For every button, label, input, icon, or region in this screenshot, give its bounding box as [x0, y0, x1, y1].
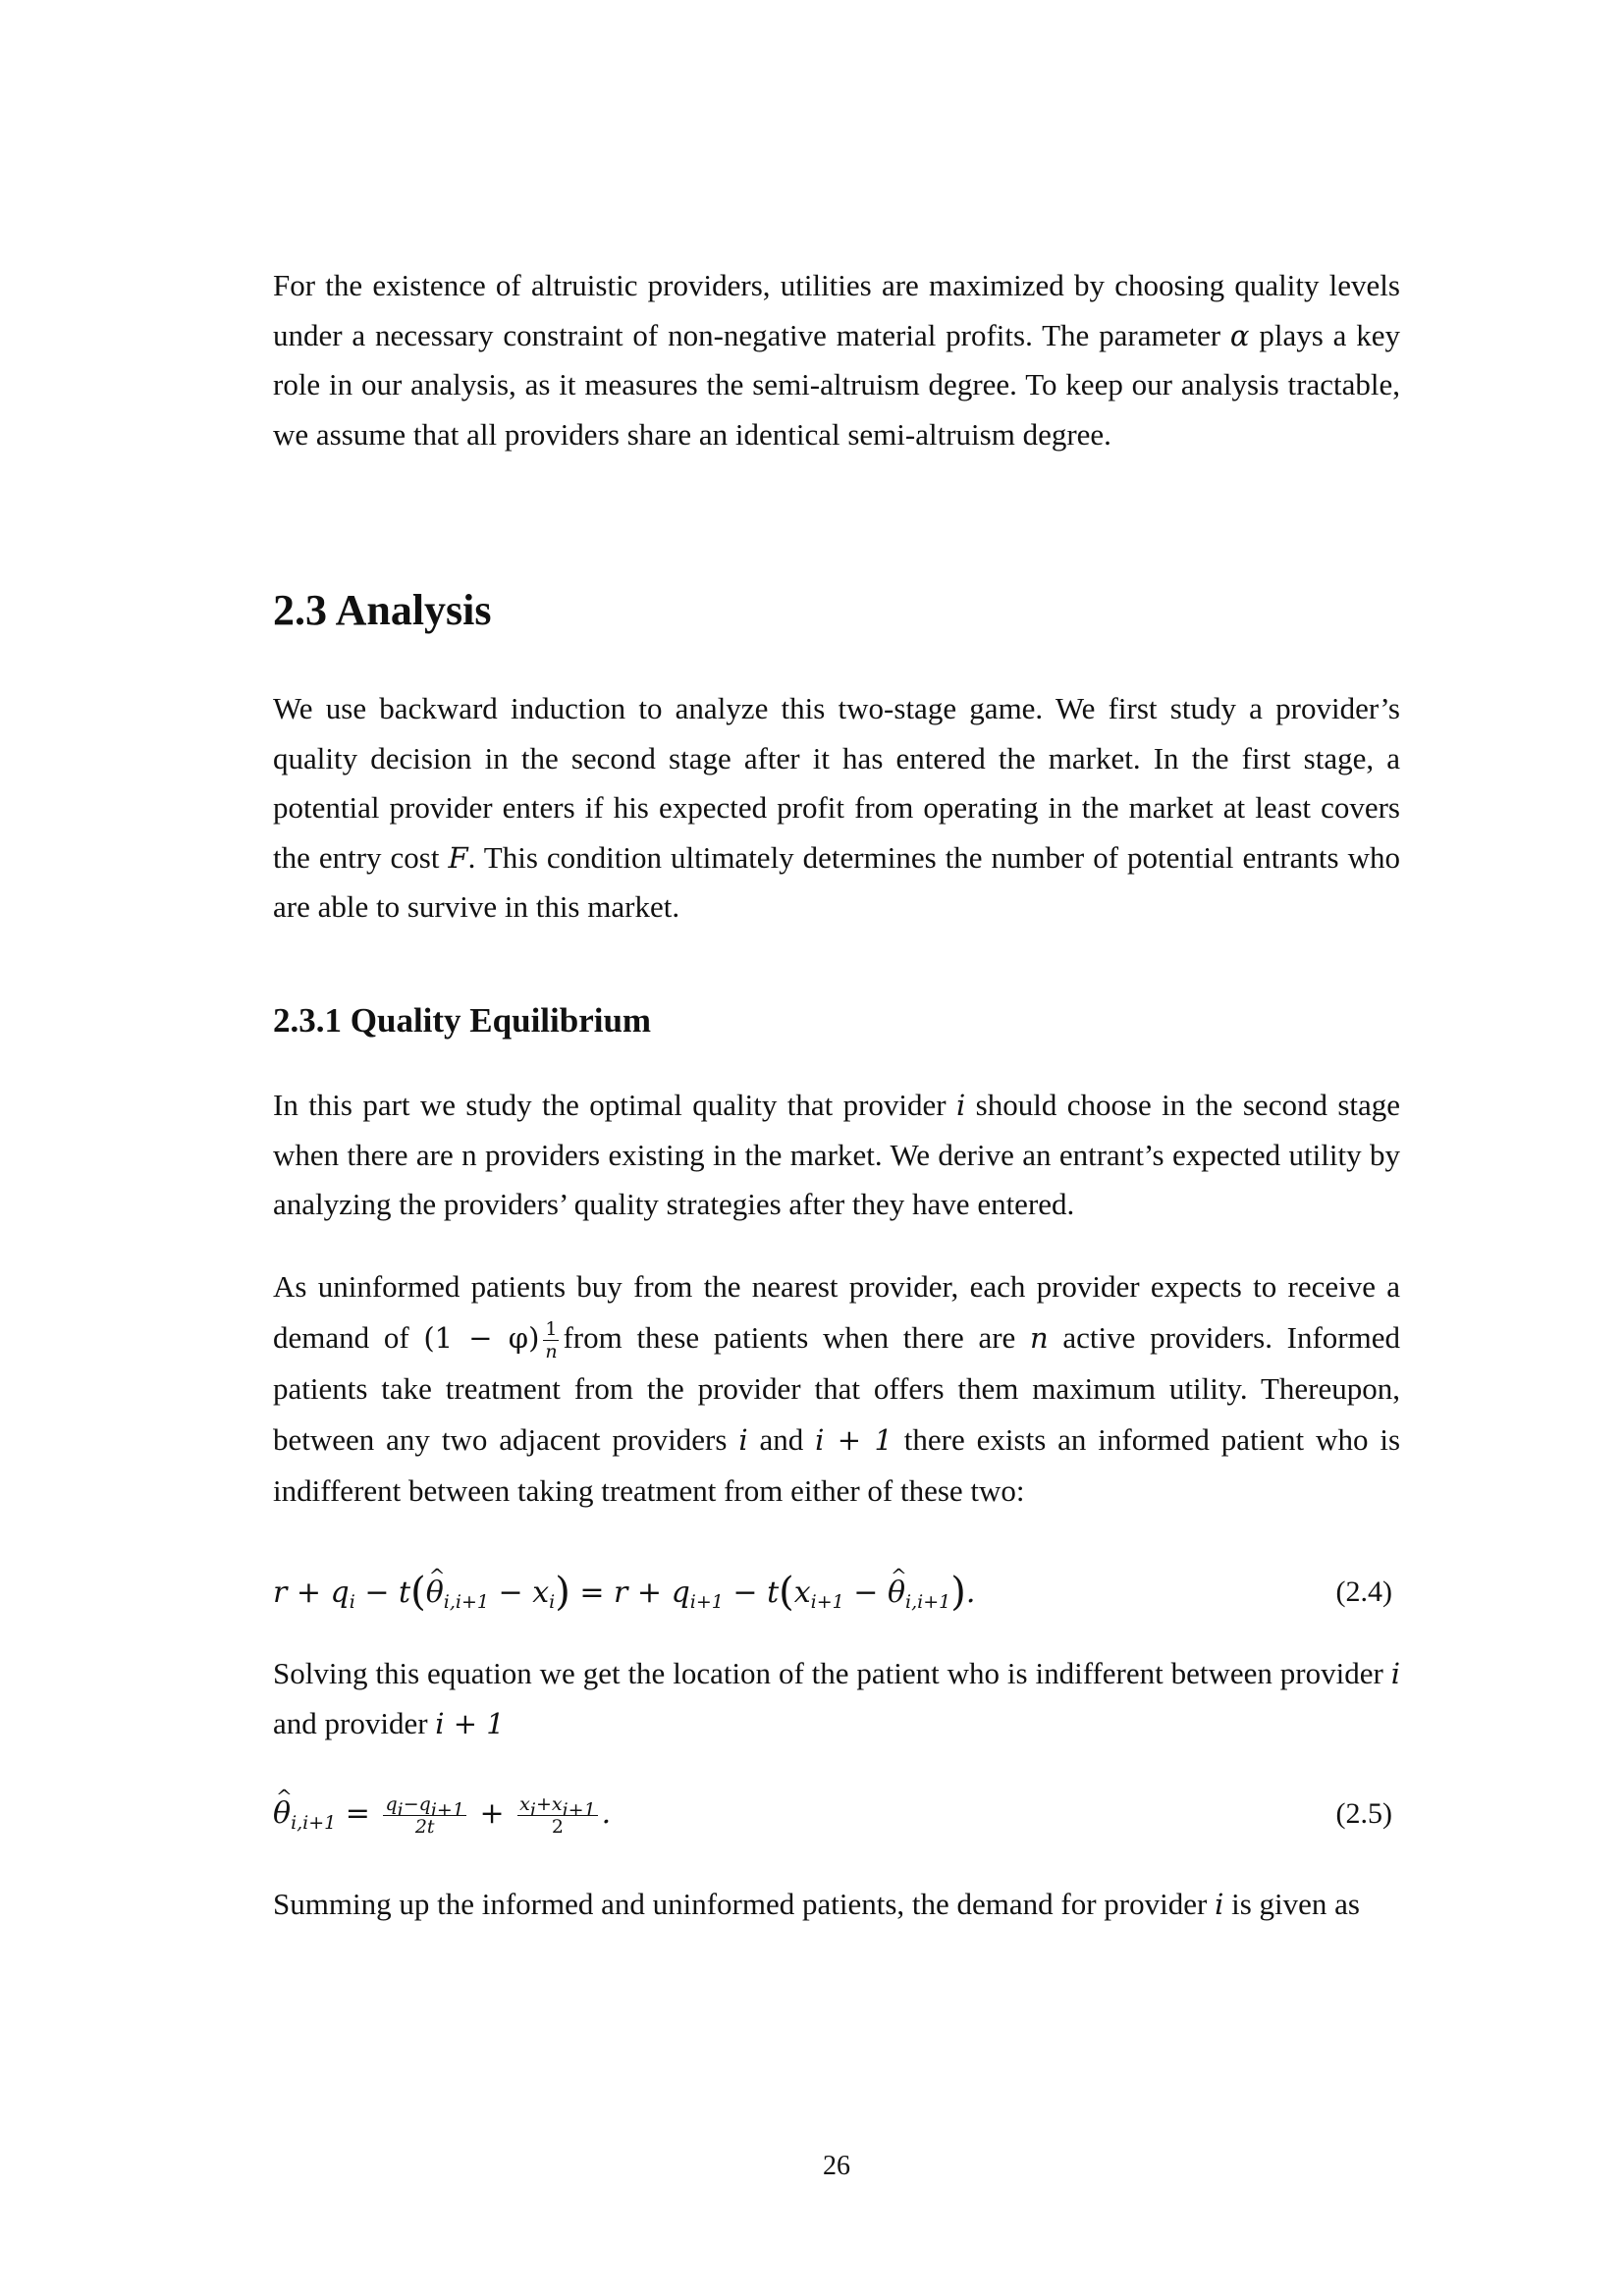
- equation-2-4-expression: $r + q_i$ − t(^ $\theta_{i,i+1} - x_i) = r + q_{i+1} - t(x_{i+1}$ − ^ $\theta_{i,i+1}$).: [273, 1563, 975, 1623]
- paragraph-altruistic-providers: [273, 261, 1400, 459]
- paragraph-uninformed-patients: [273, 1261, 1400, 1517]
- paragraph-text: . This condition ultimately determines the number of potential entrants who are able to survive in this market.: [273, 839, 1400, 924]
- symbol-i: i: [1215, 1888, 1224, 1921]
- paragraph-text: is given as: [1231, 1887, 1360, 1921]
- paragraph-text: We use backward induction to analyze this two-stage game. We first study a provider’s quality decision in the second stage after it has entered the market. In the first stage, a potential provider enters if his expected profit from operating in the market at least covers the entry cost: [273, 691, 1400, 875]
- paragraph-solving-equation: [273, 1649, 1400, 1748]
- symbol-n: n: [1030, 1321, 1049, 1355]
- symbol-i: i: [956, 1089, 966, 1122]
- paragraph-backward-induction: [273, 684, 1400, 933]
- paragraph-text: Solving this equation we get the location of the patient who is indifferent between provider: [273, 1656, 1383, 1690]
- symbol-alpha: α: [1229, 318, 1250, 352]
- symbol-i-plus-1: i + 1: [815, 1423, 893, 1457]
- symbol-i: i: [1390, 1657, 1400, 1690]
- document-page: [273, 0, 1400, 2296]
- symbol-i-plus-1: i + 1: [435, 1706, 505, 1740]
- fraction-location-average: $\frac{x_i+x_{i+1}}{2}$: [519, 1792, 596, 1838]
- fraction-one-over-n: [543, 1318, 559, 1362]
- page-number: 26: [823, 2151, 850, 2181]
- paragraph-text: For the existence of altruistic providers, utilities are maximized by choosing quality levels under a necessary constraint of non-negative material profits. The: [273, 268, 1400, 352]
- paragraph-text: plays a key role in our analysis, as it measures the semi-altruism degree. To keep our analysis tractable, we assume that all providers share an identical semi-altruism degree.: [273, 317, 1400, 452]
- equation-2-5: [273, 1785, 1400, 1843]
- equation-number: (2.5): [1335, 1797, 1392, 1830]
- equation-2-5-expression: ^ $\theta_{i,i+1}$ = $\frac{q_i-q_{i+1}}{2t}$ + $\frac{x_i+x_{i+1}}{2}$ .: [273, 1785, 611, 1843]
- subsection-heading: 2.3.1 Quality Equilibrium: [273, 1001, 652, 1040]
- paragraph-text: there exists an informed patient who is indifferent between taking treatment from either of these two:: [273, 1422, 1401, 1508]
- demand-factor: (1 − φ): [423, 1321, 540, 1355]
- fraction-numerator: 1: [545, 1318, 558, 1341]
- symbol-i: i: [738, 1423, 748, 1457]
- symbol-F: F: [448, 840, 468, 875]
- paragraph-text: from these patients when there are: [563, 1320, 1016, 1355]
- equation-number: (2.4): [1335, 1575, 1392, 1608]
- paragraph-text: and: [759, 1422, 804, 1457]
- section-heading: 2.3 Analysis: [273, 586, 492, 634]
- paragraph-text: and provider: [273, 1705, 428, 1740]
- paragraph-text: In this part we study the optimal quality that provider: [273, 1088, 947, 1122]
- paragraph-text: parameter: [1099, 317, 1221, 352]
- paragraph-text: Summing up the informed and uninformed patients, the demand for provider: [273, 1887, 1208, 1921]
- paragraph-text: active providers. Informed patients take treatment from the provider that offers them maximum utility. Thereupon, between any two adjacent providers: [273, 1320, 1400, 1457]
- fraction-denominator: n: [545, 1341, 558, 1363]
- fraction-quality-difference: $\frac{q_i-q_{i+1}}{2t}$: [385, 1792, 464, 1838]
- paragraph-text: should choose in the second stage when there are n providers existing in the market. We derive an entrant’s expected utility by analyzing the providers’ quality strategies after they have entered.: [273, 1088, 1401, 1221]
- paragraph-summing-demand: [273, 1880, 1400, 1930]
- paragraph-optimal-quality: [273, 1081, 1400, 1230]
- equation-2-4: [273, 1563, 1400, 1622]
- paragraph-text: As uninformed patients buy from the nearest provider, each provider expects to receive a demand of: [273, 1269, 1400, 1355]
